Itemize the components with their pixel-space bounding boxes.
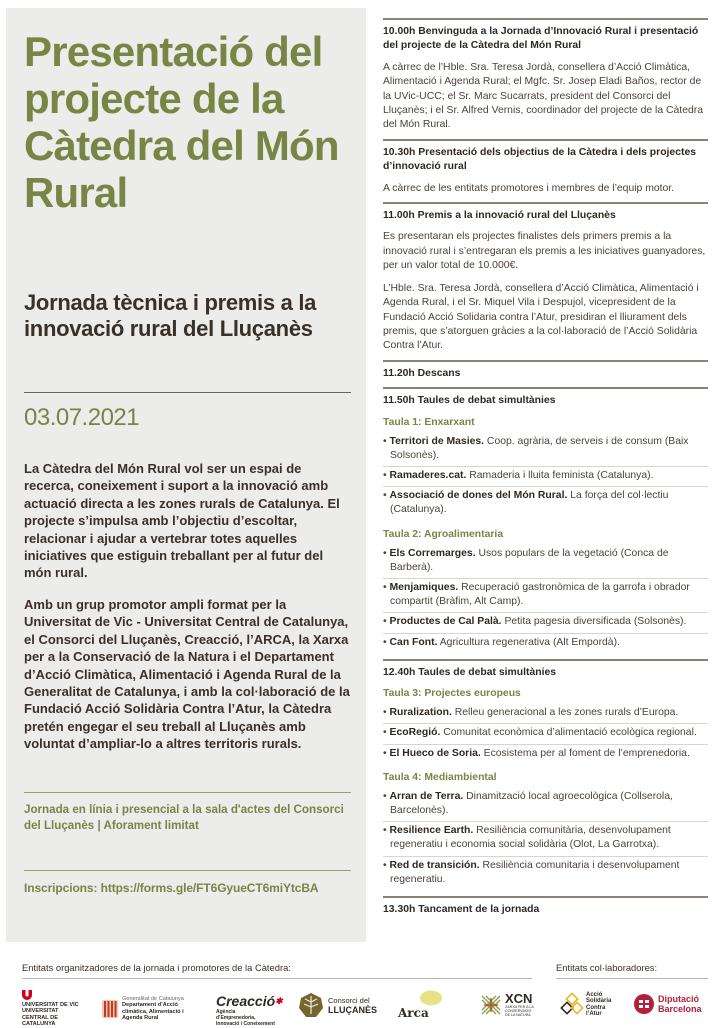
creaccio-logo (216, 994, 283, 1027)
leaf-icon (298, 992, 324, 1018)
session-1240 (383, 659, 708, 896)
session-title: 10.30h Presentació dels objectius de la Càtedra i dels projectes d’innovació rural (383, 146, 697, 173)
list-item (383, 704, 708, 724)
taula-title: Taula 2: Agroalimentaria (383, 528, 504, 540)
main-title: Presentació del projecte de la Càtedra del Món Rural (24, 28, 339, 216)
taula-title: Taula 3: Projectes europeus (383, 688, 521, 700)
list-item (383, 745, 708, 764)
xcn-logo (480, 992, 535, 1018)
divider (556, 978, 708, 979)
creaccio-name: Creacció (216, 993, 276, 1009)
accio-solidaria-logo (562, 992, 616, 1018)
list-item (383, 613, 708, 633)
item-description: Comunitat econòmica d’alimentació ecològica regional. (440, 727, 697, 739)
arca-logo (398, 990, 448, 1020)
subtitle: Jornada tècnica i premis a la innovació rural del Lluçanès (24, 290, 317, 341)
item-name: Ruralization. (389, 707, 452, 719)
divider (24, 792, 351, 793)
program (383, 18, 708, 923)
session-title: 11.00h Premis a la innovació rural del Lluçanès (383, 210, 616, 222)
diputacio-name-1: Diputació (658, 994, 700, 1004)
gencat-dept: Departament d’Acció climàtica, Alimentació i Agenda Rural (122, 1002, 184, 1022)
accio-name: Acció Solidària Contra l’Atur (586, 992, 612, 1018)
item-description: Usos populars de la vegetació (Conca de Barberà). (390, 547, 669, 573)
session-title: 12.40h Taules de debat simultànies (383, 666, 557, 678)
item-name: Els Corremarges. (389, 547, 476, 559)
item-name: Associació de dones del Món Rural. (389, 490, 568, 502)
taula-title: Taula 1: Enxarxant (383, 416, 475, 428)
consorci-name-1: Consorci del (328, 995, 370, 1005)
item-description: Recuperació gastronòmica de la garrofa i obrador compartit (Bràfim, Alt Camp). (390, 581, 690, 608)
taula-list (383, 704, 708, 764)
session-1150 (383, 387, 708, 659)
taula-list (383, 788, 708, 890)
organizers-label: Entitats organitzadores de la jornada i promotores de la Càtedra: (22, 962, 291, 973)
consorci-logo (298, 992, 377, 1018)
uvic-u-icon (22, 990, 32, 1000)
item-name: Productes de Cal Palà. (389, 616, 502, 628)
list-item (383, 467, 708, 487)
bullet-icon: • (383, 825, 390, 837)
session-1330 (383, 896, 708, 923)
venue-note: Jornada en línia i presencial a la sala d'actes del Consorci del Lluçanès | Aforament limitat (24, 803, 344, 832)
session-title: 11.50h Taules de debat simultànies (383, 395, 556, 407)
network-icon (480, 994, 502, 1016)
item-description: Dinamització local agroecològica (Collserola, Barcelonès). (390, 790, 673, 816)
bullet-icon: • (383, 707, 390, 719)
item-name: Ramaderes.cat. (389, 469, 467, 481)
taula-title: Taula 4: Mediambiental (383, 771, 497, 783)
item-description: Coop. agrària, de serveis i de consum (Baix Solsonès). (390, 435, 689, 461)
bullet-icon: • (383, 859, 390, 871)
xcn-subtitle: XARXA PER A LA CONSERVACIÓ DE LA NATURA (505, 1005, 534, 1018)
item-name: EcoRegió. (389, 727, 441, 739)
bullet-icon: • (383, 747, 390, 759)
intro-paragraph-1: La Càtedra del Món Rural vol ser un espai de recerca, coneixement i suport a la innovació amb actuació directa a les zones rurals de Catalunya. El projecte s’impulsa amb l’objectiu d’escoltar, relacionar i ajudar a vertebrar totes aquelles iniciatives que estiguin treballant per al futur del món rural. (24, 461, 340, 581)
list-item (383, 857, 708, 890)
consorci-name-2: LLUÇANÈS (328, 1004, 377, 1015)
list-item (383, 634, 708, 653)
xcn-name: XCN (505, 991, 533, 1006)
squares-icon (562, 994, 584, 1016)
item-name: Can Font. (389, 636, 438, 648)
session-body: A càrrec de les entitats promotores i membres de l’equip motor. (383, 182, 675, 194)
gencat-logo (102, 996, 202, 1022)
bullet-icon: • (383, 790, 390, 802)
session-title: 13.30h Tancament de la jornada (383, 904, 540, 915)
session-body: A càrrec de l’Hble. Sra. Teresa Jordà, consellera d’Acció Climàtica, Alimentació i Agenda Rural; el Mgfc. Sr. Josep Eladi Baños, rector de la UVic-UCC; el Sr. Marc Sucarrats, president del Consorci del Lluçanès; i el Sr. Alfred Vernis, coordinador del projecte de la Càtedra del Món Rural. (383, 61, 703, 131)
item-description: Agricultura regenerativa (Alt Empordà). (437, 636, 620, 648)
session-body: Es presentaran els projectes finalistes dels primers premis a la innovació rural i s’entregaran els premis a les iniciatives guanyadores, per un valor total de 10.000€. (383, 231, 706, 272)
divider (24, 870, 351, 871)
bullet-icon: • (383, 469, 390, 481)
item-description: La força del col·lectiu (Catalunya). (390, 490, 669, 516)
list-item (383, 788, 708, 822)
list-item (383, 579, 708, 613)
item-description: Petita pagesia diversificada (Solsonès). (501, 616, 687, 628)
session-body: L’Hble. Sra. Teresa Jordà, consellera d’Acció Climàtica, Alimentació i Agenda Rural, i el Sr. Miquel Vila i Despujol, vicepresident de la Fundació Acció Solidaria contra l’Atur, presidiran el lliurament dels premis, que s’atorguen gràcies a la col·laboració de l’Acció Solidària Contra l’Atur. (383, 282, 699, 352)
arca-name: Arca (398, 1006, 429, 1020)
gencat-name: Generalitat de Catalunya (122, 996, 184, 1002)
item-name: Red de transición. (389, 859, 480, 871)
session-1120 (383, 360, 708, 387)
taula-list (383, 545, 708, 653)
registration-link[interactable]: Inscripcions: https://forms.gle/FT6GyueCT6miYtcBA (24, 881, 319, 895)
session-1000 (383, 18, 708, 139)
list-item (383, 822, 708, 856)
uvic-logo-text: UNIVERSITAT DE VIC UNIVERSITAT CENTRAL DE CATALUNYA (22, 1002, 79, 1028)
tree-icon (420, 990, 442, 1006)
item-name: Arran de Terra. (389, 790, 464, 802)
session-title: 11.20h Descans (383, 367, 461, 379)
bullet-icon: • (383, 435, 390, 447)
taula-list (383, 433, 708, 521)
bullet-icon: • (383, 490, 390, 502)
item-description: Ecosistema per al foment de l’emprenedoria. (480, 747, 690, 759)
senyera-icon (102, 1000, 118, 1018)
bullet-icon: • (383, 547, 390, 559)
creaccio-subtitle: Agència d’Emprenedoria, Innovació i Coneixement (216, 1009, 275, 1027)
session-1100 (383, 202, 708, 360)
divider (24, 392, 351, 393)
divider (22, 978, 532, 979)
item-description: Resiliència comunitaria i desenvolupament regeneratiu. (390, 859, 680, 885)
list-item (383, 487, 708, 520)
bullet-icon: • (383, 727, 390, 739)
item-name: Territori de Masies. (389, 435, 485, 447)
item-name: Menjamiques. (389, 581, 459, 593)
uvic-logo (22, 990, 84, 1028)
item-name: El Hueco de Soria. (389, 747, 481, 759)
bullet-icon: • (383, 616, 390, 628)
intro-paragraph-2: Amb un grup promotor ampli format per la Universitat de Vic - Universitat Central de Catalunya, el Consorci del Lluçanès, Creacció, l’ARCA, la Xarxa per a la Conservació de la Natura i el Departament d’Acció Climàtica, Alimentació i Agenda Rural de la Generalitat de Catalunya, i amb la col·laboració de la Fundació Acció Solidària Contra l’Atur, la Càtedra pretén engegar el seu treball al Lluçanès amb voluntat d’ampliar-lo a altres territoris rurals. (24, 597, 350, 752)
event-date: 03.07.2021 (24, 404, 140, 431)
item-description: Resiliència comunitària, desenvolupament regeneratiu i economia social solidària (Olot, La Garrotxa). (390, 825, 671, 851)
list-item (383, 724, 708, 744)
item-description: Relleu generacional a les zones rurals d’Europa. (451, 707, 679, 719)
bullet-icon: • (383, 581, 390, 593)
list-item (383, 433, 708, 467)
diputacio-emblem-icon (634, 994, 654, 1014)
session-title: 10.00h Benvinguda a la Jornada d’Innovació Rural i presentació del projecte de la Càtedra del Món Rural (383, 26, 699, 52)
bullet-icon: • (383, 636, 390, 648)
list-item (383, 545, 708, 579)
diputacio-name-2: Barcelona (658, 1004, 702, 1014)
item-name: Resilience Earth. (389, 825, 474, 837)
creaccio-star-icon: ✱ (275, 996, 283, 1006)
diputacio-logo (634, 994, 702, 1014)
collaborators-label: Entitats col·laboradores: (556, 962, 658, 973)
item-description: Ramaderia i lluita feminista (Catalunya). (466, 469, 654, 481)
session-1030 (383, 139, 708, 202)
